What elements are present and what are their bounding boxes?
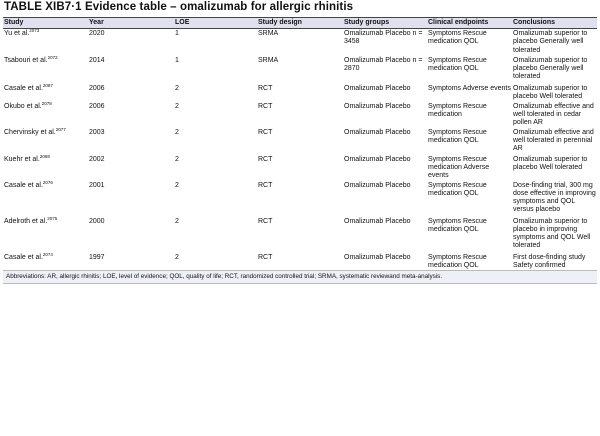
header-clinical-endpoints: Clinical endpoints bbox=[427, 18, 512, 29]
design-cell: SRMA bbox=[258, 30, 279, 38]
year-cell: 2020 bbox=[89, 30, 105, 38]
reference-number: 2072 bbox=[47, 54, 58, 60]
reference-number: 2075 bbox=[47, 215, 58, 221]
reference-number: 2073 bbox=[29, 28, 40, 34]
conclusions-cell: Dose-finding trial, 300 mg dose effective in improving symptoms and QOL versus placebo bbox=[513, 181, 596, 214]
endpoints-cell: Symptoms Rescue medication QOL bbox=[428, 217, 487, 233]
year-cell: 1997 bbox=[89, 253, 105, 261]
table-row bbox=[3, 56, 597, 84]
conclusions-cell: Omalizumab superior to placebo Well tolerated bbox=[513, 84, 588, 100]
groups-cell: Omalizumab Placebo bbox=[344, 128, 411, 136]
design-cell: RCT bbox=[258, 181, 273, 189]
table-row bbox=[3, 29, 597, 56]
groups-cell: Omalizumab Placebo bbox=[344, 84, 411, 92]
endpoints-cell: Symptoms Rescue medication QOL bbox=[428, 181, 487, 197]
study-cell: Casale et al.$^{2076}$ bbox=[4, 179, 53, 189]
table-row bbox=[3, 102, 597, 128]
loe-cell: 1 bbox=[175, 56, 179, 64]
study-cell: Okubo et al.$^{2078}$ bbox=[4, 100, 52, 110]
reference-number: 2076 bbox=[42, 179, 53, 185]
design-cell: RCT bbox=[258, 102, 273, 110]
loe-cell: 2 bbox=[175, 128, 179, 136]
table-row bbox=[3, 128, 597, 155]
table-row bbox=[3, 253, 597, 271]
conclusions-cell: Omalizumab superior to placebo Generally well tolerated bbox=[513, 56, 588, 81]
study-cell: Casale et al.$^{2087}$ bbox=[4, 82, 53, 92]
endpoints-cell: Symptoms Rescue medication Adverse events bbox=[428, 155, 490, 180]
header-study-design: Study design bbox=[257, 18, 343, 29]
table-row bbox=[3, 155, 597, 181]
year-cell: 2000 bbox=[89, 217, 105, 225]
groups-cell: Omalizumab Placebo bbox=[344, 181, 411, 189]
design-cell: SRMA bbox=[258, 56, 279, 64]
loe-cell: 2 bbox=[175, 155, 179, 163]
header-year: Year bbox=[88, 18, 174, 29]
footnote-row bbox=[3, 271, 597, 284]
conclusions-cell: Omalizumab effective and well tolerated in cedar pollen AR bbox=[513, 102, 594, 127]
study-cell: Chervinsky et al.$^{2077}$ bbox=[4, 126, 66, 136]
conclusions-cell: Omalizumab effective and well tolerated in perennial AR bbox=[513, 128, 594, 153]
conclusions-cell: First dose-finding study Safety confirmed bbox=[513, 253, 586, 269]
reference-number: 2087 bbox=[42, 82, 53, 88]
header-loe: LOE bbox=[174, 18, 257, 29]
groups-cell: Omalizumab Placebo bbox=[344, 253, 411, 261]
conclusions-cell: Omalizumab superior to placebo Generally well tolerated bbox=[513, 30, 588, 54]
year-cell: 2014 bbox=[89, 56, 105, 64]
study-cell: Adelroth et al.$^{2075}$ bbox=[4, 215, 58, 225]
year-cell: 2001 bbox=[89, 181, 105, 189]
endpoints-cell: Symptoms Rescue medication QOL bbox=[428, 253, 487, 269]
header-conclusions: Conclusions bbox=[512, 18, 597, 29]
year-cell: 2003 bbox=[89, 128, 105, 136]
groups-cell: Omalizumab Placebo n = 3458 bbox=[344, 30, 423, 46]
table-row bbox=[3, 84, 597, 102]
study-cell: Tsabouri et al.$^{2072}$ bbox=[4, 54, 58, 64]
loe-cell: 2 bbox=[175, 84, 179, 92]
conclusions-cell: Omalizumab superior to placebo in improving symptoms and QOL Well tolerated bbox=[513, 217, 591, 250]
loe-cell: 2 bbox=[175, 253, 179, 261]
loe-cell: 2 bbox=[175, 181, 179, 189]
groups-cell: Omalizumab Placebo bbox=[344, 102, 411, 110]
groups-cell: Omalizumab Placebo n = 2870 bbox=[344, 56, 423, 72]
year-cell: 2006 bbox=[89, 84, 105, 92]
endpoints-cell: Symptoms Rescue medication QOL bbox=[428, 30, 487, 46]
footnote: Abbreviations: AR, allergic rhinitis; LOE, level of evidence; QOL, quality of life; RCT, randomized controlled trial; SRMA, systematic reviewand meta-analysis. bbox=[3, 271, 597, 284]
endpoints-cell: Symptoms Rescue medication bbox=[428, 102, 487, 118]
header-study-groups: Study groups bbox=[343, 18, 427, 29]
evidence-table bbox=[3, 17, 597, 284]
year-cell: 2006 bbox=[89, 102, 105, 110]
study-cell: Yu et al.$^{2073}$ bbox=[4, 28, 40, 38]
study-cell: Casale et al.$^{2074}$ bbox=[4, 251, 53, 261]
header-study: Study bbox=[3, 18, 88, 29]
design-cell: RCT bbox=[258, 84, 273, 92]
conclusions-cell: Omalizumab superior to placebo Well tolerated bbox=[513, 155, 588, 171]
endpoints-cell: Symptoms Adverse events bbox=[428, 84, 511, 92]
reference-number: 2078 bbox=[41, 100, 52, 106]
study-cell: Kuehr et al.$^{2088}$ bbox=[4, 153, 50, 163]
table-title: TABLE XIB7·1 Evidence table – omalizumab for allergic rhinitis bbox=[4, 1, 354, 13]
design-cell: RCT bbox=[258, 128, 273, 136]
header-row bbox=[3, 18, 597, 29]
groups-cell: Omalizumab Placebo bbox=[344, 155, 411, 163]
endpoints-cell: Symptoms Rescue medication QOL bbox=[428, 56, 487, 72]
reference-number: 2074 bbox=[42, 251, 53, 257]
groups-cell: Omalizumab Placebo bbox=[344, 217, 411, 225]
endpoints-cell: Symptoms Rescue medication QOL bbox=[428, 128, 487, 144]
design-cell: RCT bbox=[258, 155, 273, 163]
design-cell: RCT bbox=[258, 217, 273, 225]
reference-number: 2077 bbox=[55, 126, 66, 132]
year-cell: 2002 bbox=[89, 155, 105, 163]
loe-cell: 2 bbox=[175, 217, 179, 225]
table-row bbox=[3, 181, 597, 217]
design-cell: RCT bbox=[258, 253, 273, 261]
reference-number: 2088 bbox=[39, 153, 50, 159]
table-row bbox=[3, 217, 597, 253]
loe-cell: 1 bbox=[175, 30, 179, 38]
loe-cell: 2 bbox=[175, 102, 179, 110]
